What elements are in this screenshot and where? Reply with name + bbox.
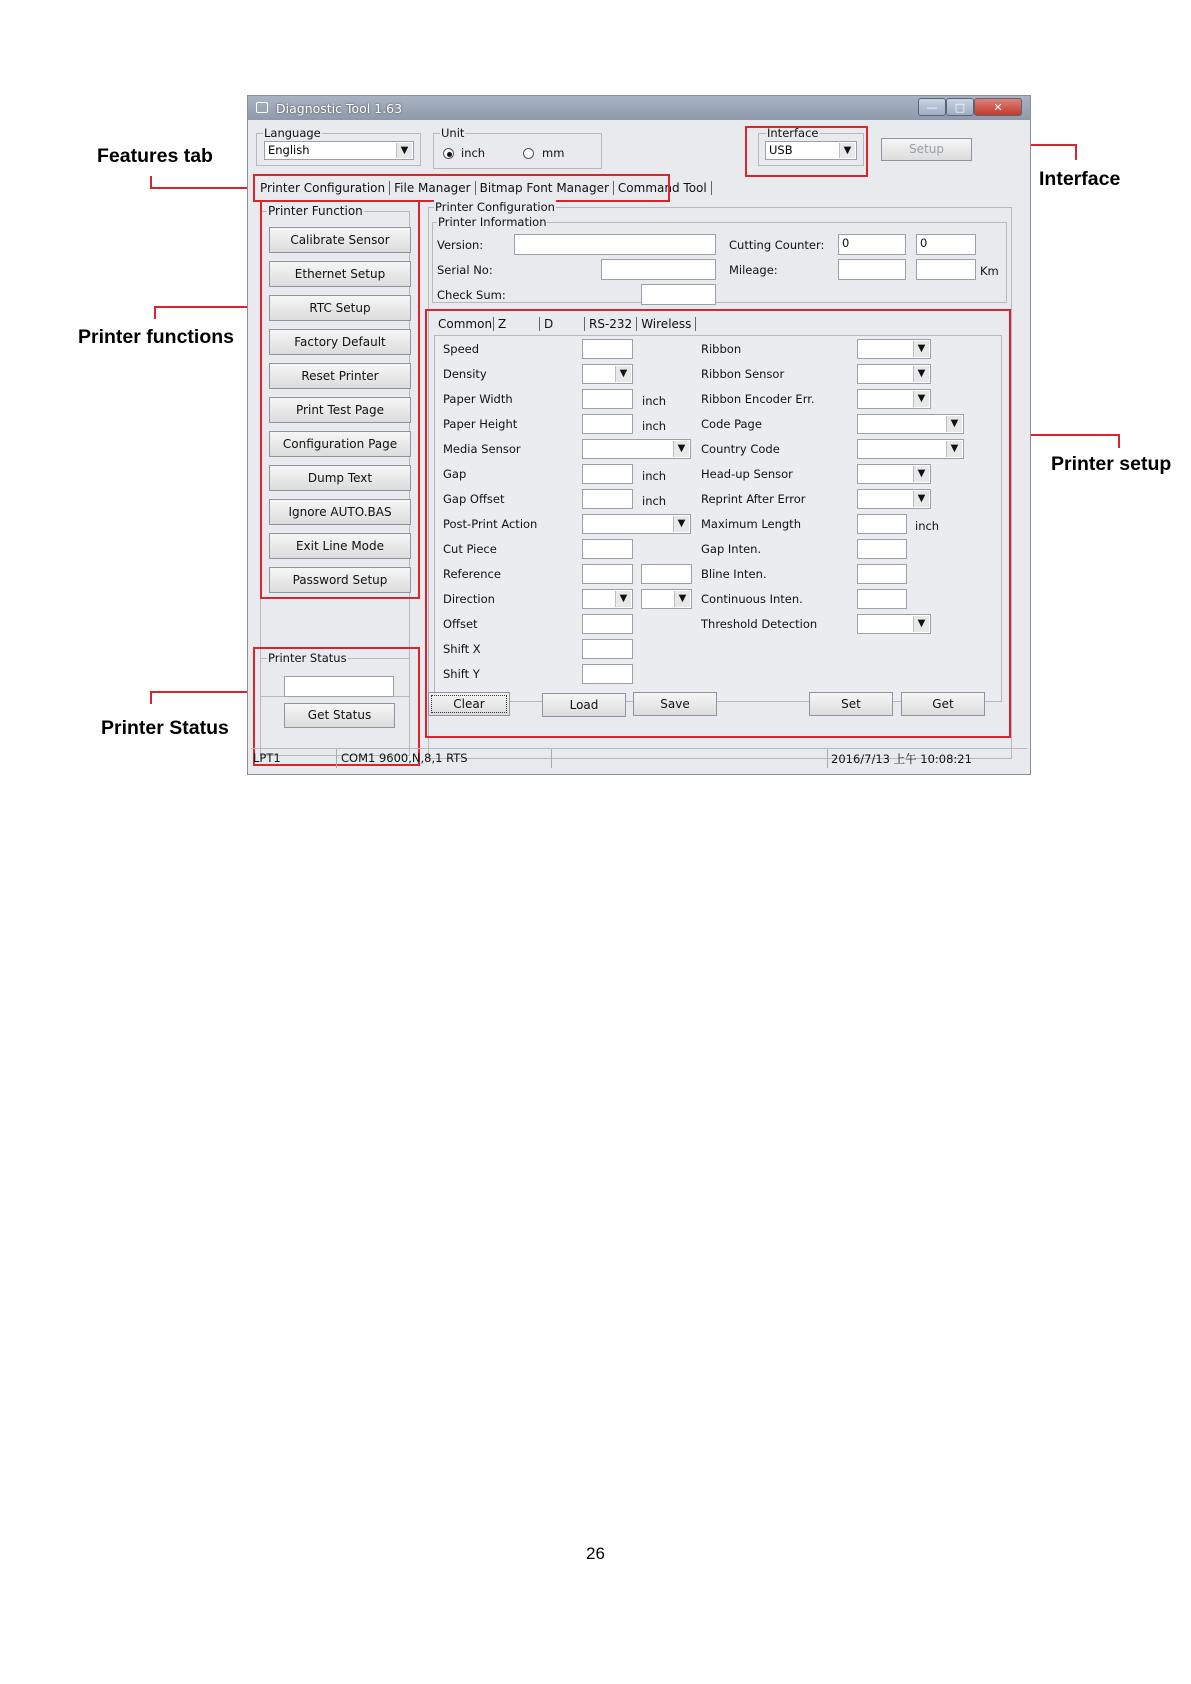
gap-label: Gap <box>443 467 467 481</box>
callout-printer-setup: Printer setup <box>1051 453 1172 475</box>
ribbon-sensor-label: Ribbon Sensor <box>701 367 785 381</box>
get-status-button[interactable]: Get Status <box>284 703 395 728</box>
chevron-down-icon: ▼ <box>913 491 929 507</box>
status-datetime: 2016/7/13 上午 10:08:21 <box>831 752 972 766</box>
title-bar <box>248 96 1030 120</box>
gap-offset-unit: inch <box>642 494 667 508</box>
shift-x-label: Shift X <box>443 642 481 656</box>
check-sum-label: Check Sum: <box>437 288 506 302</box>
cutting-counter-label: Cutting Counter: <box>729 238 825 252</box>
chevron-down-icon: ▼ <box>674 591 690 607</box>
head-up-sensor-label: Head-up Sensor <box>701 467 793 481</box>
printer-setup-highlight <box>425 309 1011 738</box>
shift-y-label: Shift Y <box>443 667 480 681</box>
tab-file-manager[interactable]: File Manager <box>390 181 476 195</box>
diagnostic-tool-window <box>247 95 1031 775</box>
ribbon-label: Ribbon <box>701 342 742 356</box>
chevron-down-icon: ▼ <box>839 143 855 158</box>
direction-label: Direction <box>443 592 495 606</box>
speed-label: Speed <box>443 342 480 356</box>
printer-configuration-title: Printer Configuration <box>435 200 555 214</box>
unit-label: Unit <box>441 126 465 140</box>
get-button[interactable]: Get <box>901 692 985 716</box>
load-button[interactable]: Load <box>542 693 626 717</box>
clear-button[interactable]: Clear <box>428 692 510 716</box>
chevron-down-icon: ▼ <box>946 441 962 457</box>
callout-features-tab: Features tab <box>97 145 213 167</box>
reprint-after-error-label: Reprint After Error <box>701 492 806 506</box>
language-select[interactable] <box>264 141 414 160</box>
chevron-down-icon: ▼ <box>913 341 929 357</box>
status-bar <box>251 748 1027 767</box>
callout-interface: Interface <box>1039 168 1121 190</box>
leader-line <box>150 187 253 189</box>
language-label: Language <box>264 126 321 140</box>
print-test-page-button[interactable]: Print Test Page <box>269 397 411 423</box>
paper-height-unit: inch <box>642 419 667 433</box>
continuous-inten-label: Continuous Inten. <box>701 592 803 606</box>
paper-width-label: Paper Width <box>443 392 513 406</box>
unit-inch-label: inch <box>461 146 486 160</box>
callout-printer-status: Printer Status <box>101 717 229 739</box>
code-page-label: Code Page <box>701 417 762 431</box>
cutting-counter-field-2: 0 <box>916 234 976 255</box>
chevron-down-icon: ▼ <box>673 516 689 532</box>
chevron-down-icon: ▼ <box>615 591 631 607</box>
password-setup-button[interactable]: Password Setup <box>269 567 411 593</box>
unit-mm-radio[interactable] <box>523 148 534 159</box>
reset-printer-button[interactable]: Reset Printer <box>269 363 411 389</box>
language-value: English <box>268 143 310 157</box>
maximize-button[interactable]: □ <box>946 98 974 116</box>
tab-command-tool[interactable]: Command Tool <box>614 181 712 195</box>
status-port: LPT1 <box>253 751 281 765</box>
tab-wireless[interactable]: Wireless <box>637 317 696 331</box>
check-sum-field <box>641 284 716 305</box>
chevron-down-icon: ▼ <box>913 366 929 382</box>
country-code-label: Country Code <box>701 442 780 456</box>
window-title: Diagnostic Tool 1.63 <box>276 101 403 116</box>
printer-information-title: Printer Information <box>438 215 547 229</box>
gap-unit: inch <box>642 469 667 483</box>
threshold-detection-label: Threshold Detection <box>701 617 818 631</box>
leader-line <box>150 691 254 693</box>
save-button[interactable]: Save <box>633 692 717 716</box>
exit-line-mode-button[interactable]: Exit Line Mode <box>269 533 411 559</box>
version-field <box>514 234 716 255</box>
version-label: Version: <box>437 238 484 252</box>
interface-highlight <box>745 126 868 177</box>
configuration-page-button[interactable]: Configuration Page <box>269 431 411 457</box>
tab-rs-232[interactable]: RS-232 <box>585 317 637 331</box>
interface-value: USB <box>769 143 793 157</box>
paper-width-unit: inch <box>642 394 667 408</box>
gap-offset-label: Gap Offset <box>443 492 505 506</box>
tab-common[interactable]: Common <box>434 317 494 331</box>
printer-status-title: Printer Status <box>268 651 347 665</box>
printer-app-icon <box>256 102 268 113</box>
calibrate-sensor-button[interactable]: Calibrate Sensor <box>269 227 411 253</box>
callout-printer-functions: Printer functions <box>78 326 235 348</box>
serial-no-label: Serial No: <box>437 263 493 277</box>
unit-inch-radio[interactable] <box>443 148 454 159</box>
printer-functions-highlight <box>260 200 420 599</box>
radio-dot-icon <box>447 152 452 157</box>
chevron-down-icon: ▼ <box>913 616 929 632</box>
gap-inten-label: Gap Inten. <box>701 542 762 556</box>
media-sensor-label: Media Sensor <box>443 442 521 456</box>
cut-piece-label: Cut Piece <box>443 542 497 556</box>
mileage-field-2 <box>916 259 976 280</box>
minimize-button[interactable]: — <box>918 98 946 116</box>
ignore-auto-bas-button[interactable]: Ignore AUTO.BAS <box>269 499 411 525</box>
maximum-length-unit: inch <box>915 519 940 533</box>
leader-line <box>1118 434 1120 448</box>
chevron-down-icon: ▼ <box>913 391 929 407</box>
leader-line <box>154 306 262 308</box>
leader-line <box>1022 434 1120 436</box>
status-divider <box>827 749 828 768</box>
chevron-down-icon: ▼ <box>946 416 962 432</box>
status-divider <box>551 749 552 768</box>
leader-line <box>150 692 152 704</box>
dump-text-button[interactable]: Dump Text <box>269 465 411 491</box>
page-number: 26 <box>586 1544 605 1563</box>
rtc-setup-button[interactable]: RTC Setup <box>269 295 411 321</box>
chevron-down-icon: ▼ <box>615 366 631 382</box>
offset-label: Offset <box>443 617 478 631</box>
cutting-counter-field-1: 0 <box>838 234 906 255</box>
tab-z[interactable]: Z <box>494 317 540 331</box>
tab-printer-configuration[interactable]: Printer Configuration <box>256 181 390 195</box>
chevron-down-icon: ▼ <box>913 466 929 482</box>
serial-no-field <box>601 259 716 280</box>
close-button[interactable]: ✕ <box>974 98 1022 116</box>
density-label: Density <box>443 367 487 381</box>
chevron-down-icon: ▼ <box>673 441 689 457</box>
mileage-unit: Km <box>980 264 999 278</box>
status-com: COM1 9600,N,8,1 RTS <box>341 751 468 765</box>
leader-line <box>1075 144 1077 160</box>
chevron-down-icon: ▼ <box>396 143 412 158</box>
tab-bitmap-font-manager[interactable]: Bitmap Font Manager <box>476 181 614 195</box>
reference-label: Reference <box>443 567 501 581</box>
setup-button[interactable]: Setup <box>881 138 972 161</box>
ethernet-setup-button[interactable]: Ethernet Setup <box>269 261 411 287</box>
ribbon-encoder-err-label: Ribbon Encoder Err. <box>701 392 815 406</box>
printer-function-title: Printer Function <box>268 204 363 218</box>
status-divider <box>336 749 337 768</box>
paper-height-label: Paper Height <box>443 417 518 431</box>
interface-label: Interface <box>767 126 819 140</box>
tab-d[interactable]: D <box>540 317 585 331</box>
factory-default-button[interactable]: Factory Default <box>269 329 411 355</box>
mileage-field-1 <box>838 259 906 280</box>
post-print-action-label: Post-Print Action <box>443 517 538 531</box>
features-tab-highlight <box>253 174 670 202</box>
set-button[interactable]: Set <box>809 692 893 716</box>
maximum-length-label: Maximum Length <box>701 517 801 531</box>
leader-line <box>154 307 156 319</box>
mileage-label: Mileage: <box>729 263 778 277</box>
bline-inten-label: Bline Inten. <box>701 567 767 581</box>
unit-mm-label: mm <box>542 146 565 160</box>
